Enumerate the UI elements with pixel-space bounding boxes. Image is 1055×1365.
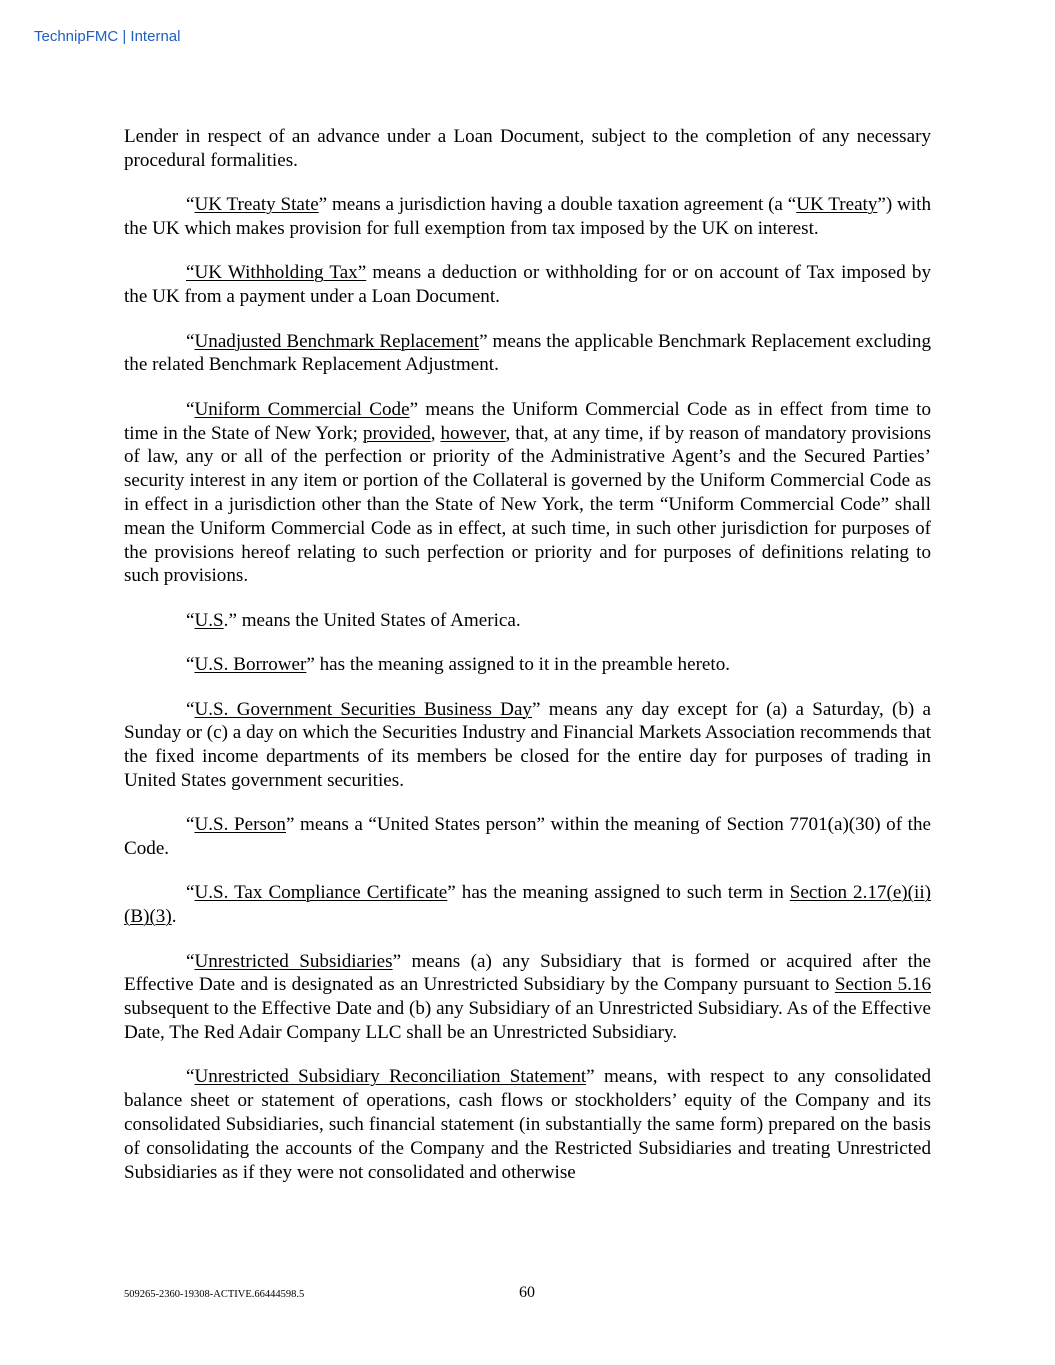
definition-text: ” means (a) any Subsidiary that is formed or acquired after the Effective Date and is designated as an Unrestricted Subsidiary by the Company pursuant to — [124, 950, 931, 996]
definition-text: ” has the meaning assigned to it in the preamble hereto. — [306, 654, 731, 676]
definition-text: means a deduction or withholding for or on account of Tax imposed by the UK from a payment under a Loan Document. — [124, 262, 931, 308]
page-number: 60 — [519, 1284, 535, 1301]
defined-term: U.S. Borrower — [194, 654, 307, 676]
defined-term: U.S. Person — [194, 814, 286, 836]
definition-text: , — [430, 422, 441, 444]
defined-term: U.S — [194, 609, 224, 631]
definition-text: ” means a “United States person” within the meaning of Section 7701(a)(30) of the Code. — [124, 814, 931, 860]
definition-unadjusted-benchmark-replacement — [124, 330, 931, 378]
open-quote: “ — [186, 398, 195, 420]
defined-term: Unadjusted Benchmark Replacement — [194, 330, 480, 352]
definition-us-borrower — [124, 653, 931, 677]
document-body — [124, 125, 931, 1184]
definition-text: ” means, with respect to any consolidated balance sheet or statement of operations, cash flows or stockholders’ equity of the Company and its consolidated Subsidiaries, such financial statement (in substantially the same form) prepared on the basis of consolidating the accounts of the Company and the Restricted Subsidiaries and treating Unrestricted Subsidiaries as if they were not consolidated and otherwise — [124, 1066, 931, 1183]
footer-document-id: 509265-2360-19308-ACTIVE.66444598.5 — [124, 1289, 305, 1300]
definition-text: ” means any day except for (a) a Saturday, (b) a Sunday or (c) a day on which the Securities Industry and Financial Markets Association recommends that the fixed income departments of its members be closed for the entire day for purposes of trading in United States government securities. — [124, 698, 931, 791]
definition-us — [124, 609, 931, 633]
defined-term: U.S. Tax Compliance Certificate — [194, 882, 448, 904]
emphasis-provided: provided — [362, 422, 431, 444]
definition-paragraph — [124, 125, 931, 173]
definition-us-person — [124, 813, 931, 861]
defined-term: UK Treaty State — [194, 194, 319, 216]
definition-uk-treaty-state — [124, 193, 931, 241]
open-quote: “ — [186, 654, 195, 676]
open-quote: “ — [186, 950, 195, 972]
definition-text: ” means a jurisdiction having a double taxation agreement (a “ — [318, 194, 797, 216]
emphasis-however: however — [440, 422, 506, 444]
open-quote: “ — [186, 882, 195, 904]
definition-text: ”) with the UK which makes provision for full exemption from tax imposed by the UK on interest. — [124, 194, 931, 239]
definition-unrestricted-subsidiaries — [124, 950, 931, 1045]
definition-text: subsequent to the Effective Date and (b) any Subsidiary of an Unrestricted Subsidiary. As of the Effective Date, The Red Adair Company LLC shall be an Unrestricted Subsidiary. — [124, 998, 931, 1044]
classification-label: TechnipFMC | Internal — [34, 28, 181, 45]
definition-text: . — [171, 906, 177, 928]
section-reference: Section 2.17(e)(ii)(B)(3) — [124, 882, 931, 928]
defined-term: Unrestricted Subsidiaries — [194, 950, 393, 972]
definition-text: .” means the United States of America. — [223, 609, 521, 631]
definition-text: ” has the meaning assigned to such term in — [447, 882, 790, 904]
section-reference: Section 5.16 — [834, 974, 931, 996]
open-quote: “ — [186, 698, 195, 720]
defined-term: “UK Withholding Tax” — [186, 262, 367, 284]
open-quote: “ — [186, 814, 195, 836]
definition-uk-withholding-tax — [124, 261, 931, 309]
open-quote: “ — [186, 330, 195, 352]
defined-term: Uniform Commercial Code — [194, 398, 410, 420]
open-quote: “ — [186, 194, 195, 216]
open-quote: “ — [186, 1066, 195, 1088]
definition-text: ” means the applicable Benchmark Replacement excluding the related Benchmark Replacement Adjustment. — [124, 330, 931, 376]
definition-unrestricted-subsidiary-reconciliation-statement — [124, 1065, 931, 1184]
defined-term: U.S. Government Securities Business Day — [194, 698, 532, 720]
definition-text: , that, at any time, if by reason of mandatory provisions of law, any or all of the perfection or priority of the Administrative Agent’s and the Secured Parties’ security interest in any item or portion of the Collateral is governed by the Uniform Commercial Code as in effect in a jurisdiction other than the State of New York, the term “Uniform Commercial Code” shall mean the Uniform Commercial Code as in effect, at such time, in such other jurisdiction for purposes of the provisions hereof relating to such perfection or priority and for purposes of definitions relating to such provisions. — [124, 422, 932, 587]
paragraph-text: Lender in respect of an advance under a Loan Document, subject to the completion of any necessary procedural formalities. — [124, 126, 931, 171]
definition-uniform-commercial-code — [124, 398, 931, 588]
open-quote: “ — [186, 609, 195, 631]
definition-text: ” means the Uniform Commercial Code as in effect from time to time in the State of New York; — [124, 398, 931, 444]
definition-us-government-securities-business-day — [124, 698, 931, 793]
definition-us-tax-compliance-certificate — [124, 881, 931, 929]
defined-term: Unrestricted Subsidiary Reconciliation Statement — [194, 1066, 587, 1088]
defined-term: UK Treaty — [796, 194, 878, 216]
